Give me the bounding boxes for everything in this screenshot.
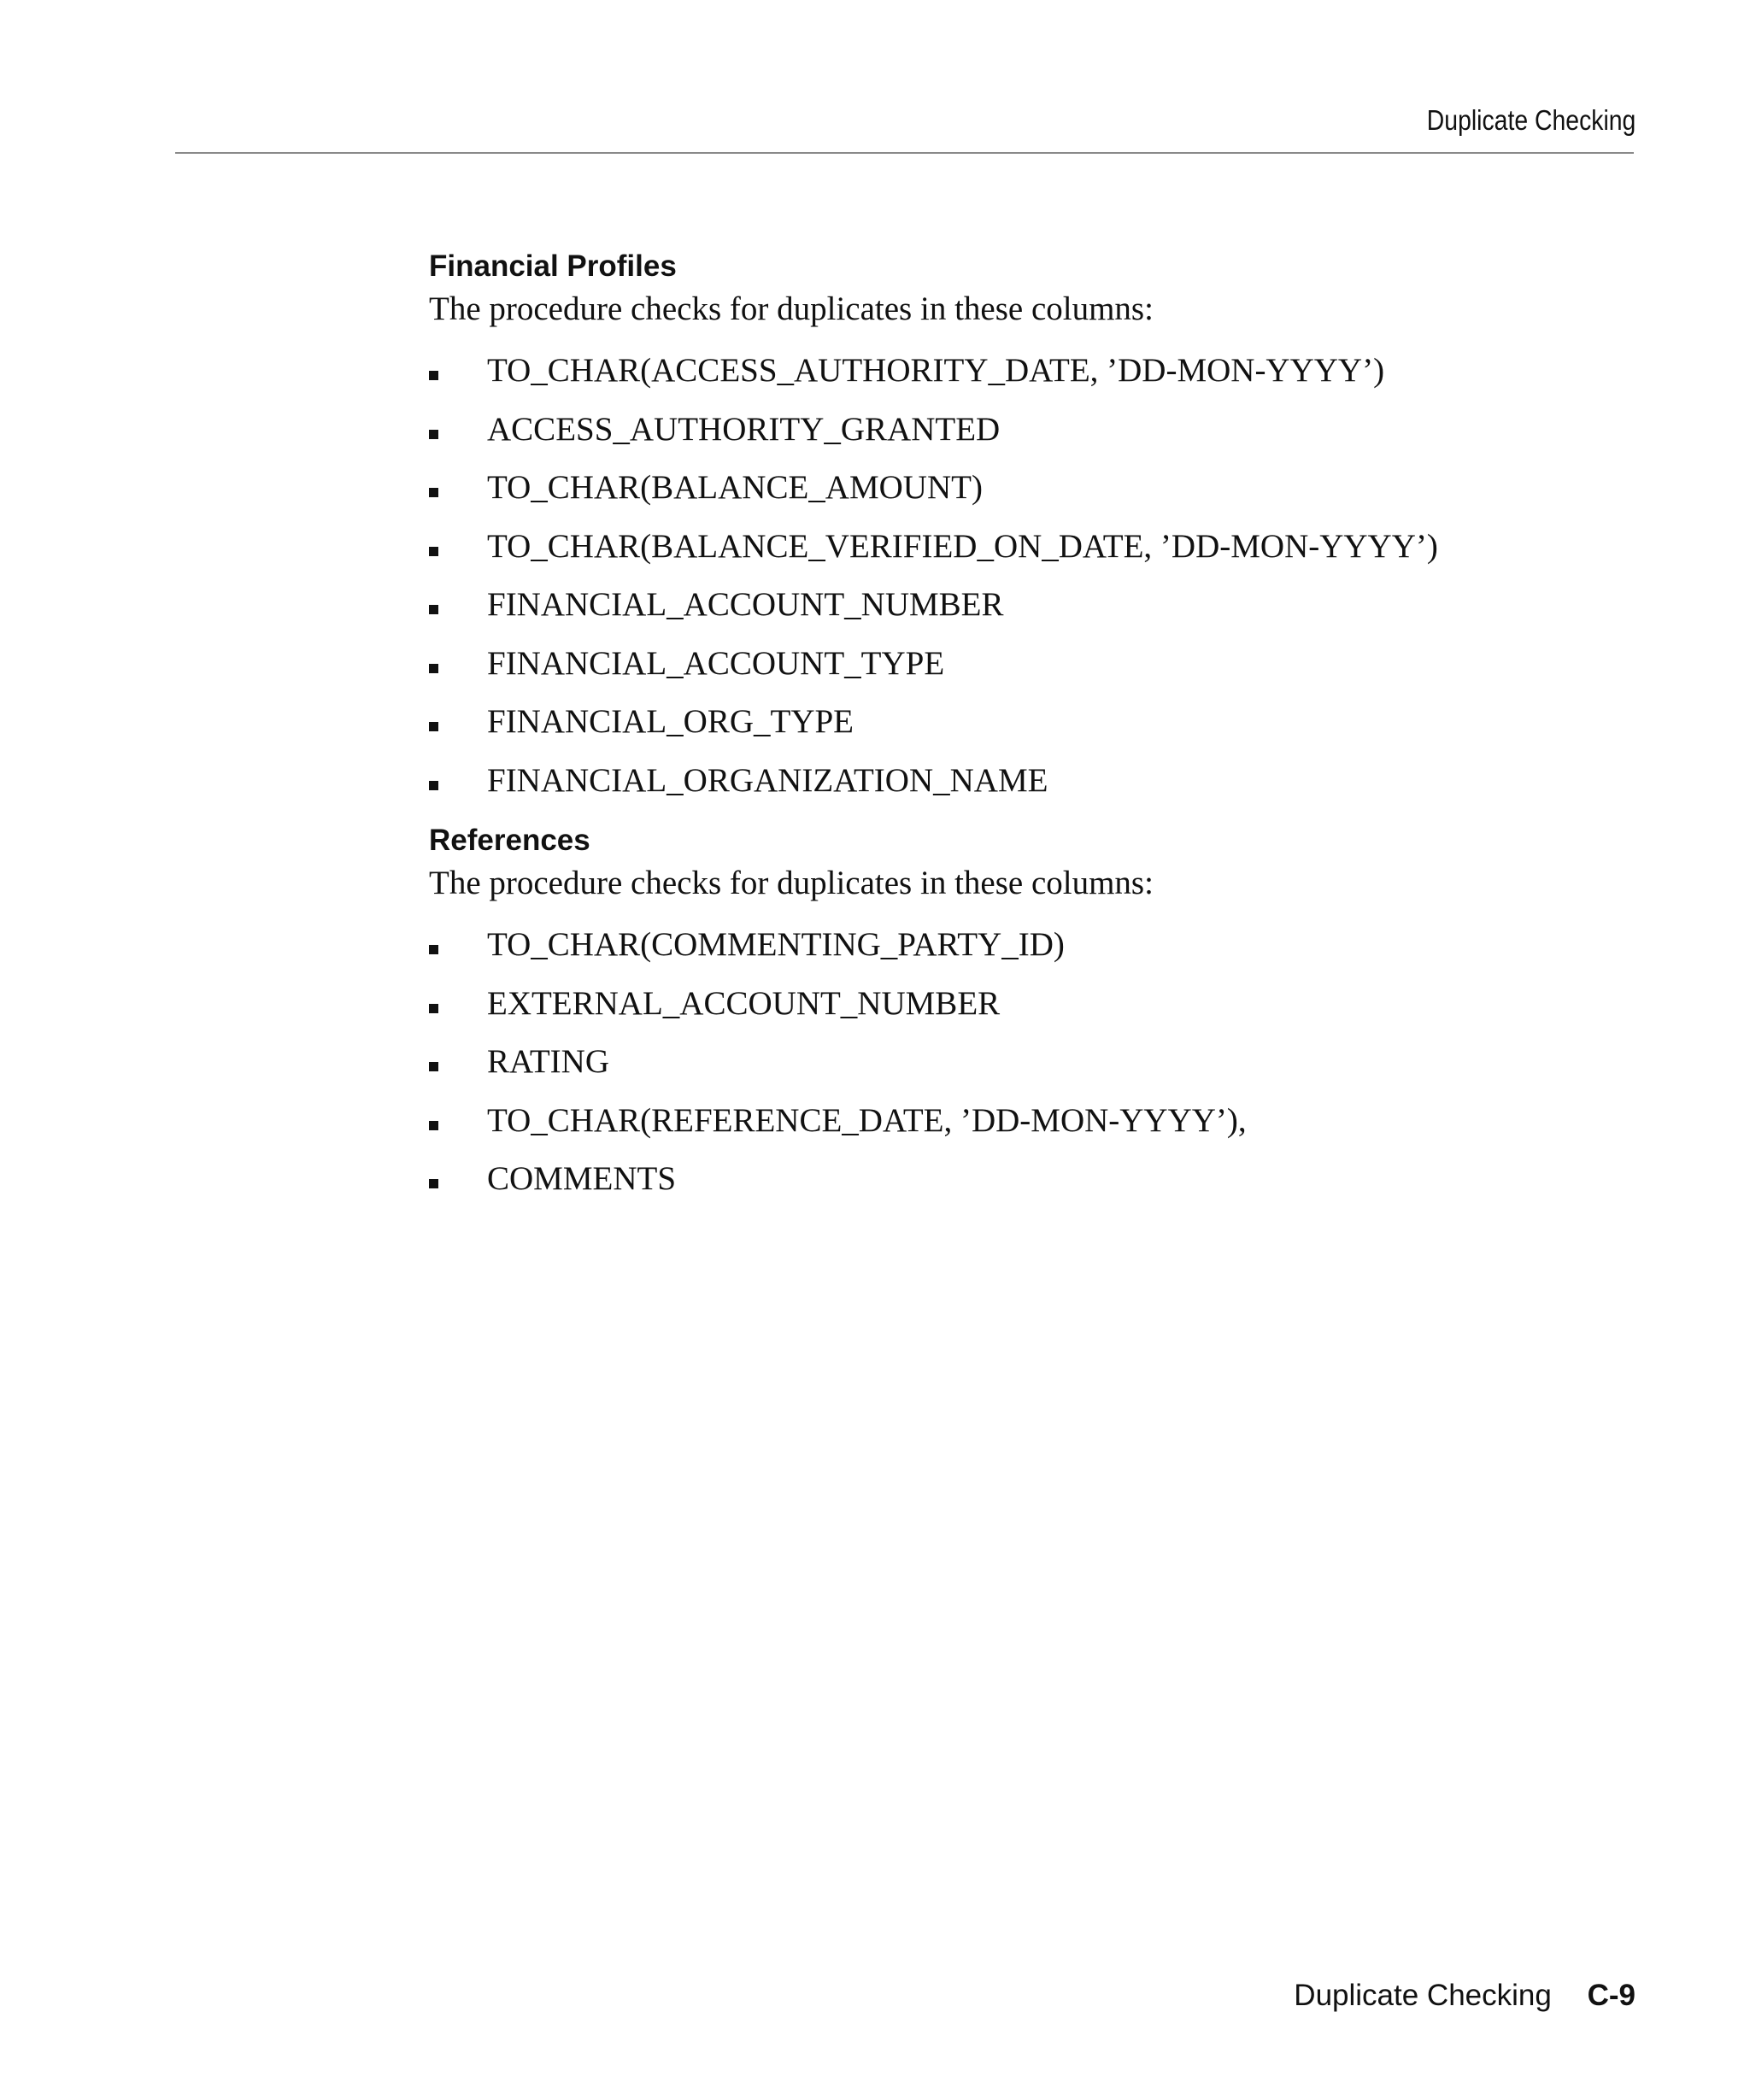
square-bullet-icon [429, 371, 438, 380]
square-bullet-icon [429, 1062, 438, 1071]
list-item-text: FINANCIAL_ORG_TYPE [487, 703, 854, 740]
list-item [429, 693, 1540, 752]
list-item [429, 576, 1540, 635]
page-footer [1294, 1979, 1635, 2013]
running-header: Duplicate Checking [1426, 104, 1635, 136]
section-heading: Financial Profiles [429, 249, 677, 283]
square-bullet-icon [429, 1121, 438, 1130]
column-list [429, 342, 1540, 810]
list-item [429, 401, 1540, 460]
square-bullet-icon [429, 722, 438, 731]
page-content [429, 246, 1540, 1219]
footer-title: Duplicate Checking [1294, 1979, 1552, 2012]
list-item [429, 1150, 1540, 1209]
column-list [429, 916, 1540, 1209]
list-item-text: EXTERNAL_ACCOUNT_NUMBER [487, 984, 1001, 1022]
square-bullet-icon [429, 781, 438, 790]
square-bullet-icon [429, 488, 438, 497]
list-item [429, 975, 1540, 1034]
list-item-text: TO_CHAR(COMMENTING_PARTY_ID) [487, 926, 1065, 963]
list-item-text: FINANCIAL_ORGANIZATION_NAME [487, 761, 1048, 799]
square-bullet-icon [429, 664, 438, 673]
section-intro: The procedure checks for duplicates in these columns: [429, 865, 1154, 901]
list-item-text: FINANCIAL_ACCOUNT_TYPE [487, 644, 945, 682]
square-bullet-icon [429, 547, 438, 556]
list-item [429, 752, 1540, 811]
list-item [429, 1033, 1540, 1092]
list-item-text: TO_CHAR(ACCESS_AUTHORITY_DATE, ’DD-MON-YYYY’) [487, 352, 1385, 389]
square-bullet-icon [429, 945, 438, 954]
square-bullet-icon [429, 430, 438, 439]
header-divider [175, 152, 1634, 154]
list-item [429, 518, 1540, 577]
list-item [429, 342, 1540, 401]
square-bullet-icon [429, 605, 438, 614]
list-item-text: TO_CHAR(BALANCE_AMOUNT) [487, 469, 983, 506]
list-item-text: ACCESS_AUTHORITY_GRANTED [487, 410, 1001, 448]
list-item-text: RATING [487, 1043, 609, 1080]
list-item-text: FINANCIAL_ACCOUNT_NUMBER [487, 586, 1004, 623]
list-item-text: TO_CHAR(REFERENCE_DATE, ’DD-MON-YYYY’), [487, 1101, 1247, 1139]
section-financial-profiles [429, 246, 1540, 810]
page-number: C-9 [1587, 1979, 1635, 2012]
list-item [429, 916, 1540, 975]
square-bullet-icon [429, 1179, 438, 1188]
section-references [429, 820, 1540, 1209]
section-intro: The procedure checks for duplicates in these columns: [429, 290, 1154, 327]
list-item-text: COMMENTS [487, 1160, 677, 1197]
list-item-text: TO_CHAR(BALANCE_VERIFIED_ON_DATE, ’DD-MON-YYYY’) [487, 527, 1438, 565]
square-bullet-icon [429, 1004, 438, 1013]
list-item [429, 459, 1540, 518]
section-heading: References [429, 824, 590, 857]
list-item [429, 1092, 1540, 1151]
list-item [429, 635, 1540, 694]
